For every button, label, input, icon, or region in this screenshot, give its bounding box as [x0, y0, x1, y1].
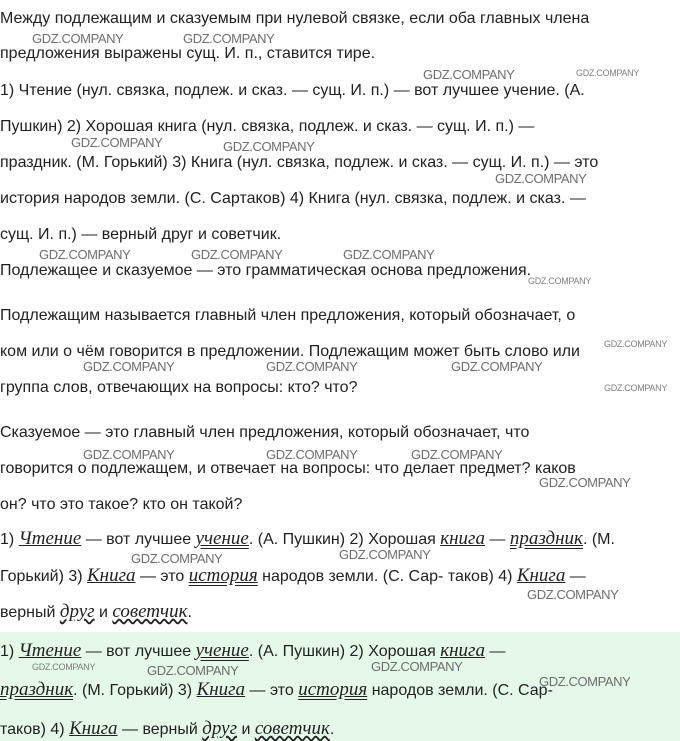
- watermark: GDZ.COMPANY: [83, 359, 175, 374]
- example-text: —: [565, 568, 586, 585]
- predicate-word: праздник: [509, 528, 583, 549]
- watermark: GDZ.COMPANY: [423, 67, 515, 82]
- example-text: верный: [0, 604, 60, 621]
- watermark: GDZ.COMPANY: [191, 247, 283, 262]
- watermark: GDZ.COMPANY: [147, 663, 239, 678]
- predicate-definition-line-1: Сказуемое — это главный член предложения, который обозначает, что: [0, 424, 530, 441]
- example-text: .: [187, 604, 192, 621]
- attribute-word: друг: [59, 601, 95, 622]
- rule-line-2: предложения выражены сущ. И. п., ставится тире.: [0, 45, 376, 62]
- watermark: GDZ.COMPANY: [223, 139, 315, 154]
- watermark: GDZ.COMPANY: [32, 31, 124, 46]
- watermark: GDZ.COMPANY: [495, 171, 587, 186]
- example-text: и: [94, 604, 113, 621]
- watermark: GDZ.COMPANY: [183, 31, 275, 46]
- example-text: . (А. Пушкин) 2) Хорошая: [248, 531, 441, 548]
- analysis-line-2: Пушкин) 2) Хорошая книга (нул. связка, подлеж. и сказ. — сущ. И. п.) —: [0, 118, 535, 135]
- watermark: GDZ.COMPANY: [539, 475, 631, 490]
- watermark: GDZ.COMPANY: [604, 339, 668, 349]
- example-1-line-2: [0, 566, 586, 587]
- watermark: GDZ.COMPANY: [339, 547, 431, 562]
- example-text: — вот лучшее: [81, 531, 196, 548]
- watermark: GDZ.COMPANY: [528, 276, 592, 286]
- predicate-word: история: [188, 565, 258, 586]
- predicate-definition-line-2: говорится о подлежащем, и отвечает на вопросы: что делает предмет? каков: [0, 460, 576, 477]
- example-text: . (М. Горький) 3): [73, 682, 197, 699]
- example-text: —: [484, 531, 510, 548]
- subject-word: Чтение: [18, 640, 82, 661]
- example-text: народов земли. (С. Сар-: [367, 682, 553, 699]
- watermark: GDZ.COMPANY: [83, 447, 175, 462]
- subject-word: Книга: [196, 679, 246, 700]
- attribute-word: советчик: [254, 718, 330, 739]
- watermark: GDZ.COMPANY: [266, 447, 358, 462]
- subject-word: книга: [440, 528, 485, 549]
- subject-word: книга: [440, 640, 485, 661]
- subject-word: Книга: [516, 565, 566, 586]
- subject-definition-line-3: группа слов, отвечающих на вопросы: кто? что?: [0, 379, 358, 396]
- example-text: — это: [135, 568, 189, 585]
- watermark: GDZ.COMPANY: [131, 551, 223, 566]
- example-text: —: [484, 643, 506, 660]
- watermark: GDZ.COMPANY: [539, 674, 631, 689]
- watermark: GDZ.COMPANY: [71, 135, 163, 150]
- watermark: GDZ.COMPANY: [604, 383, 668, 393]
- subject-definition-line-1: Подлежащим называется главный член предложения, который обозначает, о: [0, 307, 576, 324]
- attribute-word: советчик: [112, 601, 188, 622]
- example-text: . (М.: [582, 531, 615, 548]
- rule-line-1: Между подлежащим и сказуемым при нулевой связке, если оба главных члена: [0, 10, 590, 27]
- subject-definition-line-2: ком или о чём говорится в предложении. Подлежащим может быть слово или: [0, 343, 580, 360]
- example-1-line-3: [0, 602, 192, 623]
- attribute-word: друг: [202, 718, 237, 739]
- watermark: GDZ.COMPANY: [343, 247, 435, 262]
- example-text: Горький) 3): [0, 568, 88, 585]
- predicate-word: праздник: [0, 679, 74, 700]
- example-text: народов земли. (С. Сар- таков) 4): [257, 568, 517, 585]
- subject-word: Книга: [69, 718, 118, 739]
- watermark: GDZ.COMPANY: [411, 447, 503, 462]
- watermark: GDZ.COMPANY: [32, 662, 96, 672]
- example-text: таков) 4): [0, 721, 70, 738]
- analysis-line-4: история народов земли. (С. Сартаков) 4) Книга (нул. связка, подлеж. и сказ. —: [0, 190, 586, 207]
- analysis-line-1: 1) Чтение (нул. связка, подлеж. и сказ. — сущ. И. п.) — вот лучшее учение. (А.: [0, 82, 585, 99]
- subject-word: Чтение: [18, 528, 82, 549]
- example-text: 1): [0, 643, 19, 660]
- watermark: GDZ.COMPANY: [39, 247, 131, 262]
- analysis-line-5: сущ. И. п.) — верный друг и советчик.: [0, 226, 282, 243]
- watermark: GDZ.COMPANY: [371, 659, 463, 674]
- example-text: . (А. Пушкин) 2) Хорошая: [248, 643, 441, 660]
- example-text: и: [237, 721, 255, 738]
- watermark: GDZ.COMPANY: [451, 359, 543, 374]
- basis-definition: Подлежащее и сказуемое — это грамматическая основа предложения.: [0, 262, 532, 279]
- example-text: .: [329, 721, 335, 738]
- example-text: 1): [0, 531, 19, 548]
- watermark: GDZ.COMPANY: [527, 587, 619, 602]
- example-text: — это: [245, 682, 299, 699]
- predicate-word: учение: [195, 528, 249, 549]
- example-1-line-1: [0, 529, 615, 550]
- subject-word: Книга: [87, 565, 136, 586]
- predicate-definition-line-3: он? что это такое? кто он такой?: [0, 496, 243, 513]
- example-text: — верный: [117, 721, 203, 738]
- watermark: GDZ.COMPANY: [266, 359, 358, 374]
- predicate-word: учение: [195, 640, 249, 661]
- example-2-line-3: [0, 719, 334, 740]
- example-2-line-2: [0, 680, 553, 701]
- predicate-word: история: [298, 679, 368, 700]
- example-text: — вот лучшее: [81, 643, 196, 660]
- analysis-line-3: праздник. (М. Горький) 3) Книга (нул. связка, подлеж. и сказ. — сущ. И. п.) — это: [0, 154, 599, 171]
- watermark: GDZ.COMPANY: [576, 68, 640, 78]
